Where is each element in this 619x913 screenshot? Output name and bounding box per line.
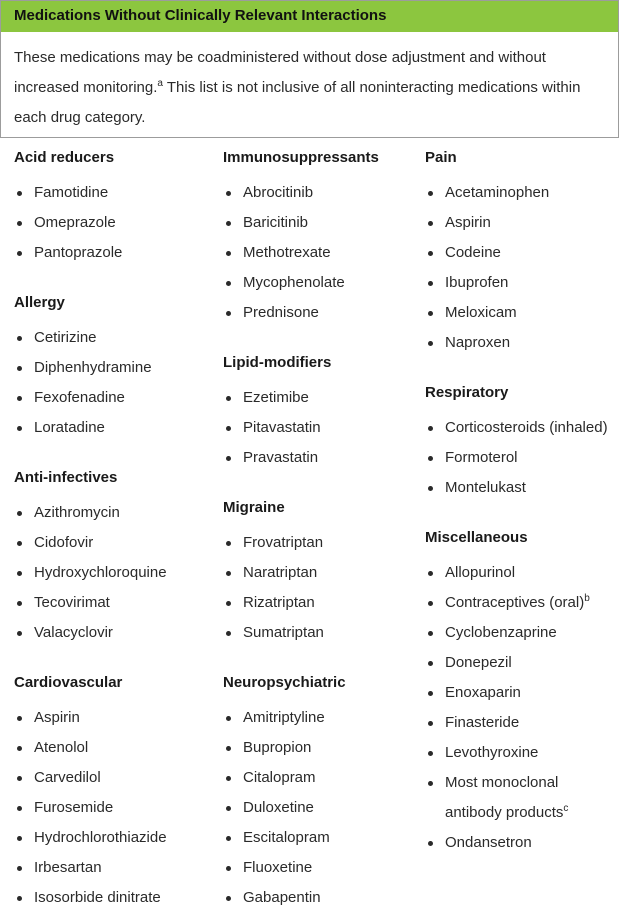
category-title: Acid reducers (14, 149, 115, 166)
medication-item (223, 793, 418, 823)
medication-item (425, 588, 619, 618)
medication-item (425, 473, 619, 503)
medication-name: Most monoclonal antibody products (445, 774, 564, 821)
medication-name: Methotrexate (243, 244, 331, 261)
medication-name: Atenolol (34, 739, 89, 756)
medication-item (425, 238, 619, 268)
medication-item (425, 738, 619, 768)
medication-name: Sumatriptan (243, 624, 324, 641)
medication-name: Ezetimibe (243, 389, 309, 406)
medication-name: Bupropion (243, 739, 312, 756)
footnote-marker: b (584, 593, 590, 604)
medication-name: Corticosteroids (inhaled) (445, 419, 608, 436)
medication-item (14, 703, 214, 733)
medication-list (14, 498, 214, 648)
medication-item (14, 383, 214, 413)
medication-item (14, 528, 214, 558)
medication-name: Codeine (445, 244, 501, 261)
medication-name: Rizatriptan (243, 594, 315, 611)
category-title: Cardiovascular (14, 674, 123, 691)
medication-item (14, 558, 214, 588)
medication-item (14, 618, 214, 648)
category-miscellaneous (425, 528, 619, 858)
medication-list (14, 323, 214, 443)
intro-text-rest: This list is not inclusive of all noninteracting medications within each drug category. (14, 79, 581, 126)
medication-name: Furosemide (34, 799, 114, 816)
medication-name: Cyclobenzaprine (445, 624, 557, 641)
medication-item (223, 178, 418, 208)
medication-item (223, 703, 418, 733)
medication-name: Aspirin (445, 214, 491, 231)
medication-name: Acetaminophen (445, 184, 550, 201)
medication-name: Azithromycin (34, 504, 120, 521)
medication-name: Irbesartan (34, 859, 102, 876)
medication-name: Finasteride (445, 714, 520, 731)
medication-item (223, 853, 418, 883)
medication-name: Aspirin (34, 709, 80, 726)
medication-item (425, 678, 619, 708)
medication-name: Naproxen (445, 334, 511, 351)
medication-item (14, 208, 214, 238)
medication-name: Mycophenolate (243, 274, 345, 291)
medication-item (223, 443, 418, 473)
medication-item (223, 208, 418, 238)
medication-name: Pravastatin (243, 449, 319, 466)
medication-item (14, 733, 214, 763)
category-pain (425, 148, 619, 358)
category-allergy (14, 293, 214, 443)
medication-list (223, 178, 418, 328)
medication-item (223, 298, 418, 328)
category-migraine (223, 498, 418, 648)
medication-item (223, 763, 418, 793)
category-respiratory (425, 383, 619, 503)
medication-item (223, 618, 418, 648)
category-anti-infectives (14, 468, 214, 648)
table-header (0, 0, 619, 32)
medication-list (223, 383, 418, 473)
column-left (14, 138, 214, 913)
category-title: Lipid-modifiers (223, 354, 332, 371)
medication-item (425, 413, 619, 443)
medication-item (14, 763, 214, 793)
medication-name: Allopurinol (445, 564, 516, 581)
medication-item (14, 413, 214, 443)
medication-item (425, 208, 619, 238)
category-gap (223, 648, 418, 663)
medication-item (425, 268, 619, 298)
medication-name: Frovatriptan (243, 534, 324, 551)
category-gap (223, 328, 418, 343)
medication-item (425, 443, 619, 473)
category-immunosuppressants (223, 148, 418, 328)
medication-name: Baricitinib (243, 214, 309, 231)
medication-name: Amitriptyline (243, 709, 325, 726)
medication-name: Hydrochlorothiazide (34, 829, 167, 846)
medication-name: Hydroxychloroquine (34, 564, 167, 581)
medication-name: Formoterol (445, 449, 518, 466)
medication-name: Fluoxetine (243, 859, 313, 876)
category-title: Allergy (14, 294, 65, 311)
category-acid-reducers (14, 148, 214, 268)
medication-item (223, 823, 418, 853)
medication-list (223, 703, 418, 913)
medication-name: Escitalopram (243, 829, 330, 846)
medication-name: Naratriptan (243, 564, 318, 581)
medication-list (223, 528, 418, 648)
intro-panel (0, 32, 619, 138)
medication-item (14, 823, 214, 853)
category-gap (425, 503, 619, 518)
medication-name: Cidofovir (34, 534, 94, 551)
column-middle (223, 138, 418, 913)
medication-list (14, 703, 214, 913)
medication-name: Levothyroxine (445, 744, 539, 761)
medication-item (223, 268, 418, 298)
medication-item (425, 178, 619, 208)
medication-list (425, 558, 619, 858)
medication-name: Diphenhydramine (34, 359, 152, 376)
medication-item (223, 528, 418, 558)
medication-item (14, 588, 214, 618)
category-gap (14, 268, 214, 283)
intro-text-main: These medications may be coadministered without dose adjustment and without increased monitoring. (14, 49, 546, 96)
category-gap (14, 648, 214, 663)
category-title: Immunosuppressants (223, 149, 379, 166)
medication-item (223, 383, 418, 413)
medication-name: Contraceptives (oral) (445, 594, 585, 611)
medication-name: Fexofenadine (34, 389, 125, 406)
medication-item (223, 413, 418, 443)
category-title: Migraine (223, 499, 285, 516)
category-neuropsychiatric (223, 673, 418, 913)
category-title: Miscellaneous (425, 529, 528, 546)
category-lipid-modifiers (223, 353, 418, 473)
medication-name: Duloxetine (243, 799, 314, 816)
medication-item (14, 793, 214, 823)
category-title: Pain (425, 149, 457, 166)
medication-item (14, 498, 214, 528)
table-title: Medications Without Clinically Relevant Interactions (14, 7, 387, 24)
medication-item (425, 618, 619, 648)
medication-name: Loratadine (34, 419, 105, 436)
medication-item (425, 298, 619, 328)
medication-name: Isosorbide dinitrate (34, 889, 161, 906)
medication-name: Meloxicam (445, 304, 517, 321)
category-gap (14, 443, 214, 458)
medication-name: Prednisone (243, 304, 319, 321)
category-title: Anti-infectives (14, 469, 118, 486)
column-right (425, 138, 619, 858)
footnote-marker: c (563, 803, 569, 814)
medication-item (223, 733, 418, 763)
medication-name: Ibuprofen (445, 274, 509, 291)
medication-name: Pitavastatin (243, 419, 321, 436)
medication-name: Gabapentin (243, 889, 321, 906)
medication-name: Donepezil (445, 654, 512, 671)
medication-item (425, 768, 619, 828)
intro-text (14, 43, 614, 133)
medication-name: Valacyclovir (34, 624, 113, 641)
category-title: Respiratory (425, 384, 509, 401)
medication-item (425, 558, 619, 588)
medication-name: Tecovirimat (34, 594, 110, 611)
medication-name: Famotidine (34, 184, 109, 201)
category-cardiovascular (14, 673, 214, 913)
medication-name: Pantoprazole (34, 244, 123, 261)
medication-list (14, 178, 214, 268)
medication-item (14, 353, 214, 383)
medication-list (425, 413, 619, 503)
medication-name: Abrocitinib (243, 184, 314, 201)
medication-item (223, 588, 418, 618)
medication-name: Carvedilol (34, 769, 101, 786)
medication-item (425, 828, 619, 858)
medication-item (223, 238, 418, 268)
medication-item (14, 238, 214, 268)
medication-item (425, 648, 619, 678)
category-gap (223, 473, 418, 488)
medication-item (14, 883, 214, 913)
medication-name: Omeprazole (34, 214, 116, 231)
medication-name: Enoxaparin (445, 684, 521, 701)
medication-item (223, 558, 418, 588)
medication-list (425, 178, 619, 358)
footnote-marker-a: a (157, 78, 163, 89)
medication-name: Citalopram (243, 769, 316, 786)
medication-item (223, 883, 418, 913)
medication-item (14, 853, 214, 883)
medication-name: Montelukast (445, 479, 526, 496)
medication-name: Cetirizine (34, 329, 97, 346)
medication-item (14, 323, 214, 353)
medication-item (425, 708, 619, 738)
medication-item (14, 178, 214, 208)
medication-name: Ondansetron (445, 834, 532, 851)
category-title: Neuropsychiatric (223, 674, 346, 691)
category-gap (425, 358, 619, 373)
medication-item (425, 328, 619, 358)
